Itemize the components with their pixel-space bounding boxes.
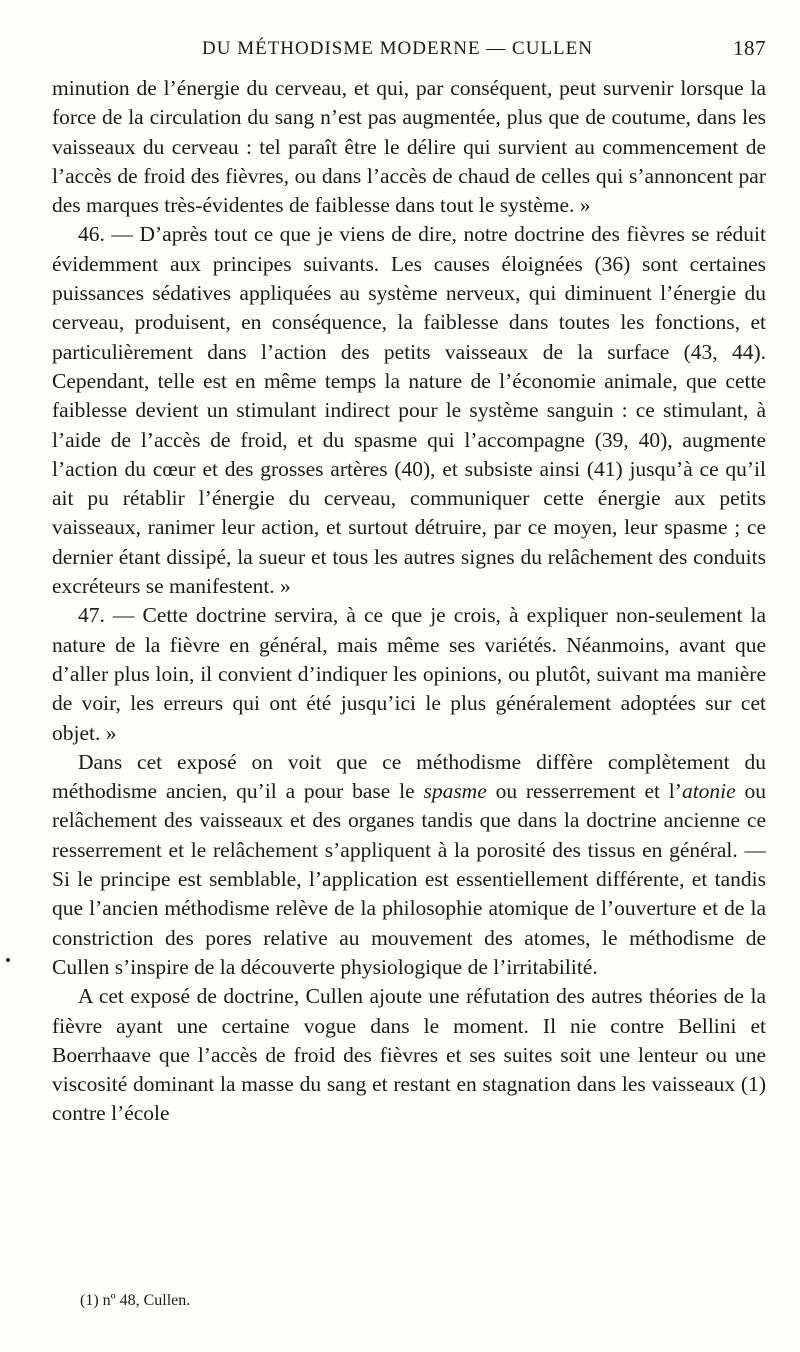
paragraph-4: [52, 748, 766, 982]
running-header: [52, 38, 766, 66]
page-number: 187: [733, 36, 766, 60]
paragraph-5: [52, 982, 766, 1128]
paragraph-4-text-b: ou resserrement et l’: [486, 779, 682, 804]
footnote: (1) nº 48, Cullen.: [80, 1292, 191, 1309]
paragraph-4-italic-atonie: atonie: [681, 779, 736, 804]
body-text: [52, 74, 766, 1129]
paragraph-1: [52, 74, 766, 220]
running-title: DU MÉTHODISME MODERNE — CULLEN: [202, 38, 593, 59]
paragraph-4-italic-spasme: spasme: [423, 779, 487, 804]
paragraph-2: [52, 220, 766, 601]
paragraph-1-text: minution de l’énergie du cerveau, et qui, par conséquent, peut survenir lorsque la force de la circulation du sang n’est pas augmentée, plus que de coutume, dans les vaisseaux du cerveau : tel paraît être le délire qui survient au commencement de l’accès de froid des fièvres, ou dans l’accès de chaud de celles qui s’annoncent par des marques très-évidentes de faiblesse dans tout le système. »: [52, 76, 766, 218]
paragraph-4-text-c: ou relâchement des vaisseaux et des organes tandis que dans la doctrine ancienne ce resserrement et le relâchement s’appliquent à la porosité des tissus en général. — Si le principe est semblable, l’application est essentiellement différente, et tandis que l’ancien méthodisme relève de la philosophie atomique de l’ouverture et de la constriction des pores relative au mouvement des atomes, le méthodisme de Cullen s’inspire de la découverte physiologique de l’irritabilité.: [52, 779, 767, 979]
paragraph-3-text: 47. — Cette doctrine servira, à ce que je crois, à expliquer non-seulement la nature de la fièvre en général, mais même ses variétés. Néanmoins, avant que d’aller plus loin, il convient d’indiquer les opinions, ou plutôt, suivant ma manière de voir, les erreurs qui ont été jusqu’ici le plus généralement adoptées sur cet objet. »: [52, 603, 766, 745]
paragraph-5-text: A cet exposé de doctrine, Cullen ajoute une réfutation des autres théories de la fièvre ayant une certaine vogue dans le moment. Il nie contre Bellini et Boerrhaave que l’accès de froid des fièvres et ses suites soit une lenteur ou une viscosité dominant la masse du sang et restant en stagnation dans les vaisseaux (1) contre l’école: [52, 984, 766, 1126]
paragraph-3: [52, 601, 766, 747]
margin-dot: [6, 958, 10, 962]
paragraph-2-text: 46. — D’après tout ce que je viens de dire, notre doctrine des fièvres se réduit évidemment aux principes suivants. Les causes éloignées (36) sont certaines puissances sédatives appliquées au système nerveux, qui diminuent l’énergie du cerveau, produisent, en conséquence, la faiblesse dans toutes les fonctions, et particulièrement dans l’action des petits vaisseaux de la surface (43, 44). Cependant, telle est en même temps la nature de l’économie animale, que cette faiblesse devient un stimulant indirect pour le système sanguin : ce stimulant, à l’aide de l’accès de froid, et du spasme qui l’accompagne (39, 40), augmente l’action du cœur et des grosses artères (40), et subsiste ainsi (41) jusqu’à ce qu’il ait pu rétablir l’énergie du cerveau, communiquer cette énergie aux petits vaisseaux, ranimer leur action, et surtout détruire, par ce moyen, leur spasme ; ce dernier étant dissipé, la sueur et tous les autres signes du relâchement des conduits excréteurs se manifestent. »: [52, 222, 766, 599]
paragraph-4-text-a: Dans cet exposé on voit que ce méthodisme diffère complètement du méthodisme ancien, qu’il a pour base le: [52, 749, 766, 804]
